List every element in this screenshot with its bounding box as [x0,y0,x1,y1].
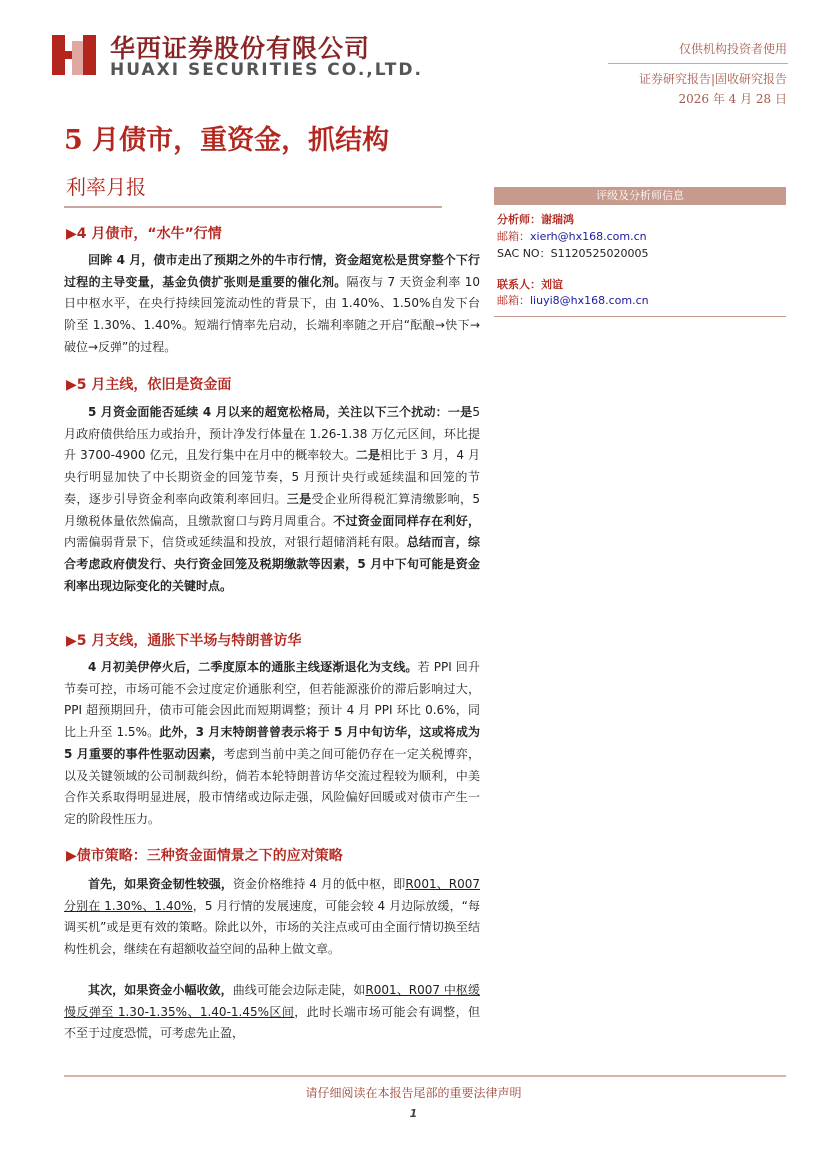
paragraph-april-review [64,250,480,359]
paragraph-may-liquidity [64,402,480,597]
paragraph-text: 若 PPI 回升节奏可控，市场可能不会过度定价通胀利空，但若能源涨价的滞后影响过大，PPI 超预期回升，债市可能会因此而短期调整；预计 4 月 PPI 环比 0.6%，同比上升至 1.5%。 [64,660,480,740]
paragraph-bold: 总结而言，综合考虑政府债发行、央行资金回笼及税期缴款等因素，5 月中下旬可能是资金利率出现边际变化的关键时点。 [64,535,480,593]
page-number: 1 [409,1107,418,1120]
paragraph-text: 受企业所得税汇算清缴影响，5 月缴税体量依然偏高，且缴款窗口与跨月周重合。 [64,491,480,528]
paragraph-bold: 其次，如果资金小幅收敛， [88,983,233,997]
subtitle-divider [64,206,442,208]
paragraph-bold: 首先，如果资金韧性较强， [88,877,233,891]
report-subtitle: 利率月报 [66,175,146,199]
contact-email-row [497,292,649,308]
paragraph-text: 5 月政府债供给压力或抬升，预计净发行体量在 1.26-1.38 万亿元区间，环比提升 3700-4900 亿元，且发行集中在月中的概率较大。 [64,405,480,463]
contact-name: 联系人：刘谊 [497,278,563,291]
analyst-email-link[interactable]: xierh@hx168.com.cn [530,230,647,243]
paragraph-bold: 三是 [286,491,312,506]
analyst-info-header: 评级及分析师信息 [494,187,786,205]
company-name-en: HUAXI SECURITIES CO.,LTD. [110,60,423,80]
analyst-name: 分析师：谢瑞鸿 [497,213,574,226]
section-heading-strategy: ▶债市策略：三种资金面情景之下的应对策略 [66,848,343,864]
analyst-email-label: 邮箱： [497,230,530,243]
paragraph-text: 考虑到当前中美之间可能仍存在一定关税博弈，以及关键领域的公司制裁纠纷，倘若本轮特朗普访华交流过程较为顺利，中美合作关系取得明显进展，股市情绪或边际走强，风险偏好回暖或对债市产生一定的阶段性压力。 [64,746,480,826]
audience-note: 仅供机构投资者使用 [678,42,787,56]
paragraph-text: 曲线可能会边际走陡，如 [232,983,366,997]
paragraph-text: 资金价格维持 4 月的低中枢，即 [232,877,406,891]
paragraph-text: 内需偏弱背景下，信贷或延续温和投放，对银行超储消耗有限。 [64,535,407,550]
header-divider [608,63,788,64]
paragraph-bold: 不过资金面同样存在利好， [333,513,480,528]
legal-disclaimer: 请仔细阅读在本报告尾部的重要法律声明 [305,1086,522,1100]
report-title: 5 月债市，重资金，抓结构 [64,125,390,156]
contact-email-label: 邮箱： [497,294,530,307]
analyst-sac: SAC NO：S1120525020005 [497,247,649,260]
analyst-email-row [497,228,647,244]
sidebar-divider [494,316,786,317]
paragraph-text: ，此时长端市场可能会有调整，但不至于过度恐慌，可考虑先止盈， [64,1004,480,1041]
paragraph-text: 相比于 3 月，4 月央行明显加快了中长期资金的回笼节奏，5 月预计央行或延续温和回笼的节奏，逐步引导资金利率向政策利率回归。 [64,448,480,506]
paragraph-text: ，5 月行情的发展速度，可能会较 4 月边际放缓，“每调买机”或是更有效的策略。除此以外，市场的关注点或可由全面行情切换至结构性机会，继续在有超额收益空间的品种上做文章。 [64,898,480,957]
paragraph-bold: 回眸 4 月，债市走出了预期之外的牛市行情，资金超宽松是贯穿整个下行过程的主导变量，基金负债扩张则是重要的催化剂。 [64,253,480,289]
section-heading-may-side: ▶5 月支线，通胀下半场与特朗普访华 [66,633,302,649]
paragraph-underline: R001、R007 分别在 1.30%、1.40% [64,877,480,913]
company-name-cn: 华西证券股份有限公司 [110,34,371,63]
contact-email-link[interactable]: liuyi8@hx168.com.cn [530,294,649,307]
report-date: 2026 年 4 月 28 日 [678,92,787,106]
section-heading-april: ▶4 月债市，“水牛”行情 [66,226,222,242]
paragraph-bold: 4 月初美伊停火后，二季度原本的通胀主线逐渐退化为支线。 [88,660,418,674]
paragraph-underline: R001、R007 中枢缓慢反弹至 1.30-1.35%、1.40-1.45%区间 [64,983,480,1019]
report-type: 证券研究报告|固收研究报告 [638,72,787,86]
company-logo-icon [52,33,96,77]
paragraph-strategy-first [64,874,480,961]
paragraph-strategy-second [64,980,480,1045]
paragraph-bold: 二是 [355,448,381,463]
paragraph-bold: 5 月资金面能否延续 4 月以来的超宽松格局，关注以下三个扰动：一是 [88,405,473,419]
paragraph-bold: 此外，3 月末特朗普曾表示将于 5 月中旬访华，这或将成为 5 月重要的事件性驱动因素， [64,725,480,761]
footer-divider [64,1075,786,1077]
paragraph-inflation-trump [64,657,480,831]
paragraph-text: 隔夜与 7 天资金利率 10 日中枢水平，在央行持续回笼流动性的背景下，由 1.40%、1.50%自发下台阶至 1.30%、1.40%。短端行情率先启动，长端利率随之开启“酝酿→快下→破位→反弹”的过程。 [64,274,480,354]
section-heading-may-main: ▶5 月主线，依旧是资金面 [66,377,232,393]
